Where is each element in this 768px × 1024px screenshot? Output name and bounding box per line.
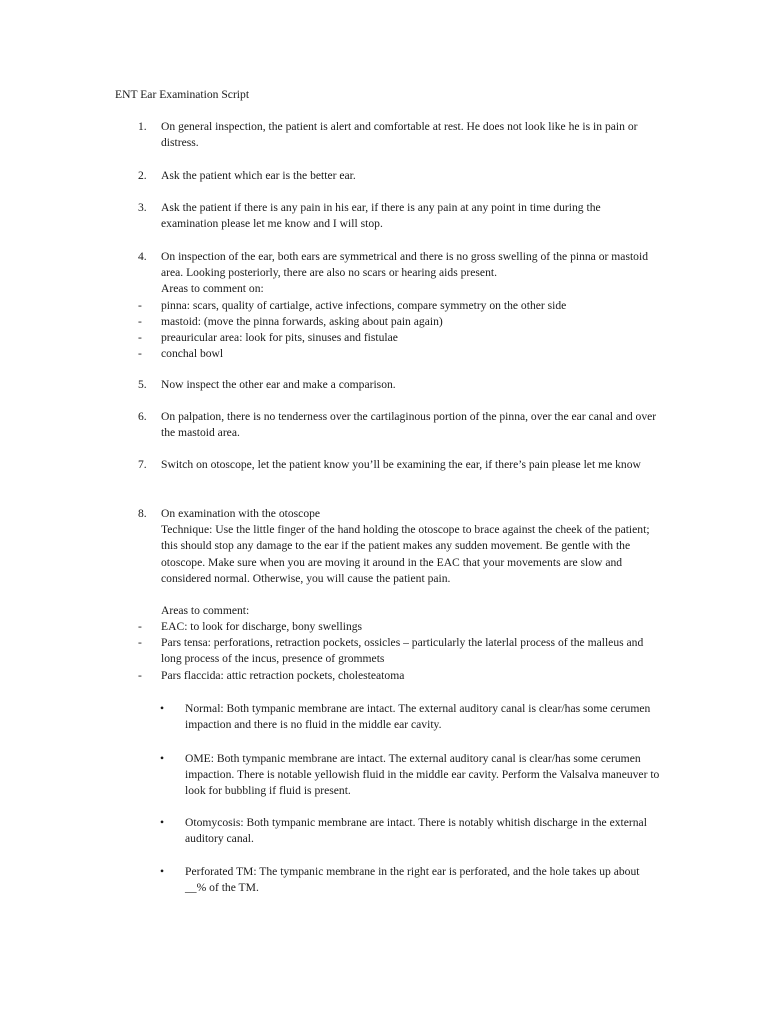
areas-heading: Areas to comment: <box>161 604 250 617</box>
finding-item <box>160 864 660 896</box>
step-number: 2. <box>138 169 147 182</box>
dash-item: - Pars tensa: perforations, retraction pockets, ossicles – particularly the laterlal process of the malleus and long process of the incus, presence of grommets <box>138 636 644 666</box>
areas-list <box>138 619 658 684</box>
finding-item <box>160 701 660 733</box>
step-text: Switch on otoscope, let the patient know you’ll be examining the ear, if there’s pain please let me know <box>161 458 641 471</box>
step-item <box>138 168 658 184</box>
finding-text: OME: Both tympanic membrane are intact. The external auditory canal is clear/has some cerumen impaction. There is notable yellowish fluid in the middle ear cavity. Perform the Valsalva maneuver to look for bubbling if fluid is present. <box>185 752 660 798</box>
step-item <box>138 377 658 393</box>
step-number: 5. <box>138 378 147 391</box>
bullet-icon: • <box>160 702 165 715</box>
dash-item: - Pars flaccida: attic retraction pockets, cholesteatoma <box>138 668 405 682</box>
dash-item: - mastoid: (move the pinna forwards, asking about pain again) <box>138 314 443 328</box>
dash-item: - conchal bowl <box>138 347 224 361</box>
step-item <box>138 409 658 441</box>
step-item <box>138 249 658 362</box>
bullet-icon: • <box>160 752 165 765</box>
step-item <box>138 506 658 587</box>
step-number: 8. <box>138 507 147 520</box>
finding-item <box>160 815 660 847</box>
step-number: 7. <box>138 458 147 471</box>
step-number: 1. <box>138 120 147 133</box>
bullet-icon: • <box>160 816 165 829</box>
step-subheading: Areas to comment on: <box>161 282 264 296</box>
step-number: 6. <box>138 410 147 423</box>
step-heading: On examination with the otoscope <box>161 507 321 520</box>
step-text: On palpation, there is no tenderness over the cartilaginous portion of the pinna, over the ear canal and over the mastoid area. <box>161 410 657 440</box>
document-title: ENT Ear Examination Script <box>115 88 250 101</box>
step-text: Ask the patient if there is any pain in his ear, if there is any pain at any point in time during the examination please let me know and I will stop. <box>161 201 601 231</box>
finding-text: Perforated TM: The tympanic membrane in the right ear is perforated, and the hole takes up about __% of the TM. <box>185 865 640 895</box>
step-text: On inspection of the ear, both ears are symmetrical and there is no gross swelling of the pinna or mastoid area. Looking posteriorly, there are also no scars or hearing aids present. <box>161 250 648 280</box>
step-item <box>138 200 658 232</box>
step-text: Now inspect the other ear and make a comparison. <box>161 378 396 391</box>
dash-item: - preauricular area: look for pits, sinuses and fistulae <box>138 331 398 345</box>
finding-text: Normal: Both tympanic membrane are intact. The external auditory canal is clear/has some cerumen impaction and there is no fluid in the middle ear cavity. <box>185 702 651 732</box>
step-text: On general inspection, the patient is alert and comfortable at rest. He does not look like he is in pain or distress. <box>161 120 638 150</box>
finding-item <box>160 751 660 800</box>
step-item <box>138 457 658 473</box>
finding-text: Otomycosis: Both tympanic membrane are intact. There is notably whitish discharge in the external auditory canal. <box>185 816 647 846</box>
step-number: 4. <box>138 250 147 263</box>
areas-section <box>161 603 661 619</box>
dash-item: - EAC: to look for discharge, bony swellings <box>138 620 363 633</box>
bullet-icon: • <box>160 865 165 878</box>
step-number: 3. <box>138 201 147 214</box>
step-item <box>138 119 658 151</box>
step-text: Ask the patient which ear is the better ear. <box>161 169 356 182</box>
dash-item: - pinna: scars, quality of cartialge, active infections, compare symmetry on the other side <box>138 298 567 312</box>
technique-text: Technique: Use the little finger of the hand holding the otoscope to brace against the cheek of the patient; this should stop any damage to the ear if the patient makes any sudden movement. Be gentle with the otoscope. Make sure when you are moving it around in the EAC that your movements are slow and considered normal. Otherwise, you will cause the patient pain. <box>161 523 650 585</box>
